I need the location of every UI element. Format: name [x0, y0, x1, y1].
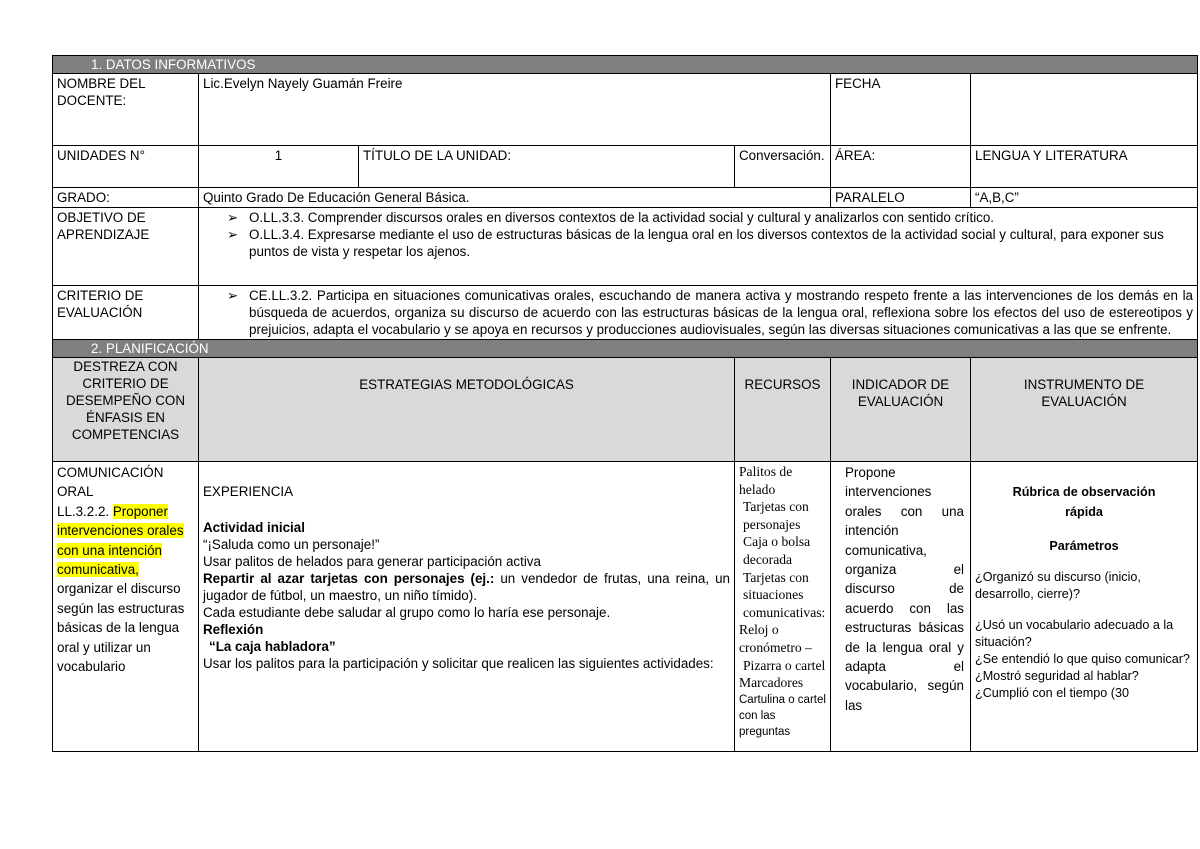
destreza-title: COMUNICACIÓN ORAL	[57, 465, 164, 500]
recurso-item: Reloj o cronómetro –	[739, 622, 812, 655]
unidades-value: 1	[199, 146, 359, 188]
rubrica-question: ¿Organizó su discurso (inicio, desarrollo, cierre)?	[975, 570, 1141, 601]
area-label: ÁREA:	[831, 146, 971, 188]
caja-heading: “La caja habladora”	[209, 639, 336, 654]
criterio-item: ➢ CE.LL.3.2. Participa en situaciones comunicativas orales, escuchando de manera activa y mostrando respeto frente a las intervenciones de los demás en la búsqueda de acuerdos, organiza su discurso de acuerdo con las estructuras básicas de la lengua oral, reflexiona sobre los efectos del uso de estereotipos y prejuicios, adapta el vocabulario y se apoya en recursos y producciones audiovisuales, según las diversas situaciones comunicativas a las que se enfrente.	[227, 288, 1193, 337]
repartir-text: Repartir al azar tarjetas con personajes (ej.: un vendedor de frutas, una reina, un jugador de fútbol, un maestro, un niño tímido).	[203, 571, 730, 603]
indicador-header: INDICADOR DE EVALUACIÓN	[831, 358, 971, 462]
rubrica-question: ¿Mostró seguridad al hablar?	[975, 669, 1139, 683]
planning-table	[52, 55, 1198, 752]
estrategias-cell	[199, 462, 735, 752]
grado-value: Quinto Grado De Educación General Básica.	[199, 188, 831, 208]
usar-text: Usar los palitos para la participación y solicitar que realicen las siguientes actividades:	[203, 656, 714, 671]
objetivo-item: ➢ O.LL.3.4. Expresarse mediante el uso de estructuras básicas de la lengua oral en los diversos contextos de la actividad social y cultural, para exponer sus puntos de vista y respetar los ajenos.	[227, 227, 1164, 259]
objetivo-item: ➢ O.LL.3.3. Comprender discursos orales en diversos contextos de la actividad social y cultural y analizarlos con sentido crítico.	[227, 210, 995, 225]
destreza-code: LL.3.2.2.	[57, 503, 110, 519]
rubrica-title: Rúbrica de observación rápida	[1012, 485, 1156, 519]
recurso-item: Palitos de helado	[739, 464, 793, 497]
titulo-label: TÍTULO DE LA UNIDAD:	[359, 146, 735, 188]
reflexion-heading: Reflexión	[203, 622, 264, 637]
instrumento-header: INSTRUMENTO DE EVALUACIÓN	[971, 358, 1198, 462]
arrow-bullet-icon: ➢	[227, 227, 239, 242]
arrow-bullet-icon: ➢	[227, 210, 239, 225]
criterio-cell	[199, 286, 1198, 340]
grado-label: GRADO:	[53, 188, 199, 208]
instrumento-cell	[971, 462, 1198, 752]
destreza-header: DESTREZA CON CRITERIO DE DESEMPEÑO CON ÉNFASIS EN COMPETENCIAS	[53, 358, 199, 462]
recurso-item: Caja o bolsa decorada	[743, 534, 811, 567]
destreza-highlight: Proponer intervenciones orales con una intención comunicativa,	[57, 503, 184, 578]
palitos-text: Usar palitos de helados para generar participación activa	[203, 554, 541, 569]
docente-label: NOMBRE DEL DOCENTE:	[53, 74, 199, 146]
fecha-value	[971, 74, 1198, 146]
recurso-item: Tarjetas con personajes	[743, 499, 809, 532]
planning-document	[52, 55, 1197, 752]
area-value: LENGUA Y LITERATURA	[971, 146, 1198, 188]
objetivo-label: OBJETIVO DE APRENDIZAJE	[53, 208, 199, 286]
parametros-heading: Parámetros	[1049, 539, 1119, 553]
destreza-cell	[53, 462, 199, 752]
recurso-item: Tarjetas con situaciones comunicativas:	[743, 569, 826, 620]
docente-value: Lic.Evelyn Nayely Guamán Freire	[199, 74, 831, 146]
paralelo-value: “A,B,C”	[971, 188, 1198, 208]
titulo-value: Conversación.	[735, 146, 831, 188]
objetivos-cell	[199, 208, 1198, 286]
recurso-item: Pizarra o cartel	[743, 657, 826, 673]
fecha-label: FECHA	[831, 74, 971, 146]
indicador-cell: Propone intervenciones orales con una intención comunicativa, organiza el discurso de acuerdo con las estructuras básicas de la lengua oral y adapta el vocabulario, según las	[831, 462, 971, 752]
recursos-header: RECURSOS	[735, 358, 831, 462]
actividad-heading: Actividad inicial	[203, 520, 305, 535]
saluda-text: “¡Saluda como un personaje!”	[203, 537, 380, 552]
paralelo-label: PARALELO	[831, 188, 971, 208]
recurso-item: Marcadores	[739, 675, 804, 691]
rubrica-question: ¿Se entendió lo que quiso comunicar?	[975, 652, 1190, 666]
estrategias-header: ESTRATEGIAS METODOLÓGICAS	[199, 358, 735, 462]
rubrica-question: ¿Cumplió con el tiempo (30	[975, 686, 1129, 700]
arrow-bullet-icon: ➢	[227, 288, 239, 303]
unidades-label: UNIDADES N°	[53, 146, 199, 188]
experiencia-heading: EXPERIENCIA	[203, 484, 294, 499]
criterio-label: CRITERIO DE EVALUACIÓN	[53, 286, 199, 340]
recurso-item: Cartulina o cartel con las preguntas	[739, 693, 826, 738]
section-1-header: 1. DATOS INFORMATIVOS	[53, 56, 1198, 74]
recursos-cell	[735, 462, 831, 752]
destreza-rest: organizar el discurso según las estructuras básicas de la lengua oral y utilizar un vocabulario	[57, 581, 185, 675]
cada-text: Cada estudiante debe saludar al grupo como lo haría ese personaje.	[203, 605, 611, 620]
section-2-header: 2. PLANIFICACIÓN	[53, 340, 1198, 358]
rubrica-question: ¿Usó un vocabulario adecuado a la situación?	[975, 618, 1174, 649]
